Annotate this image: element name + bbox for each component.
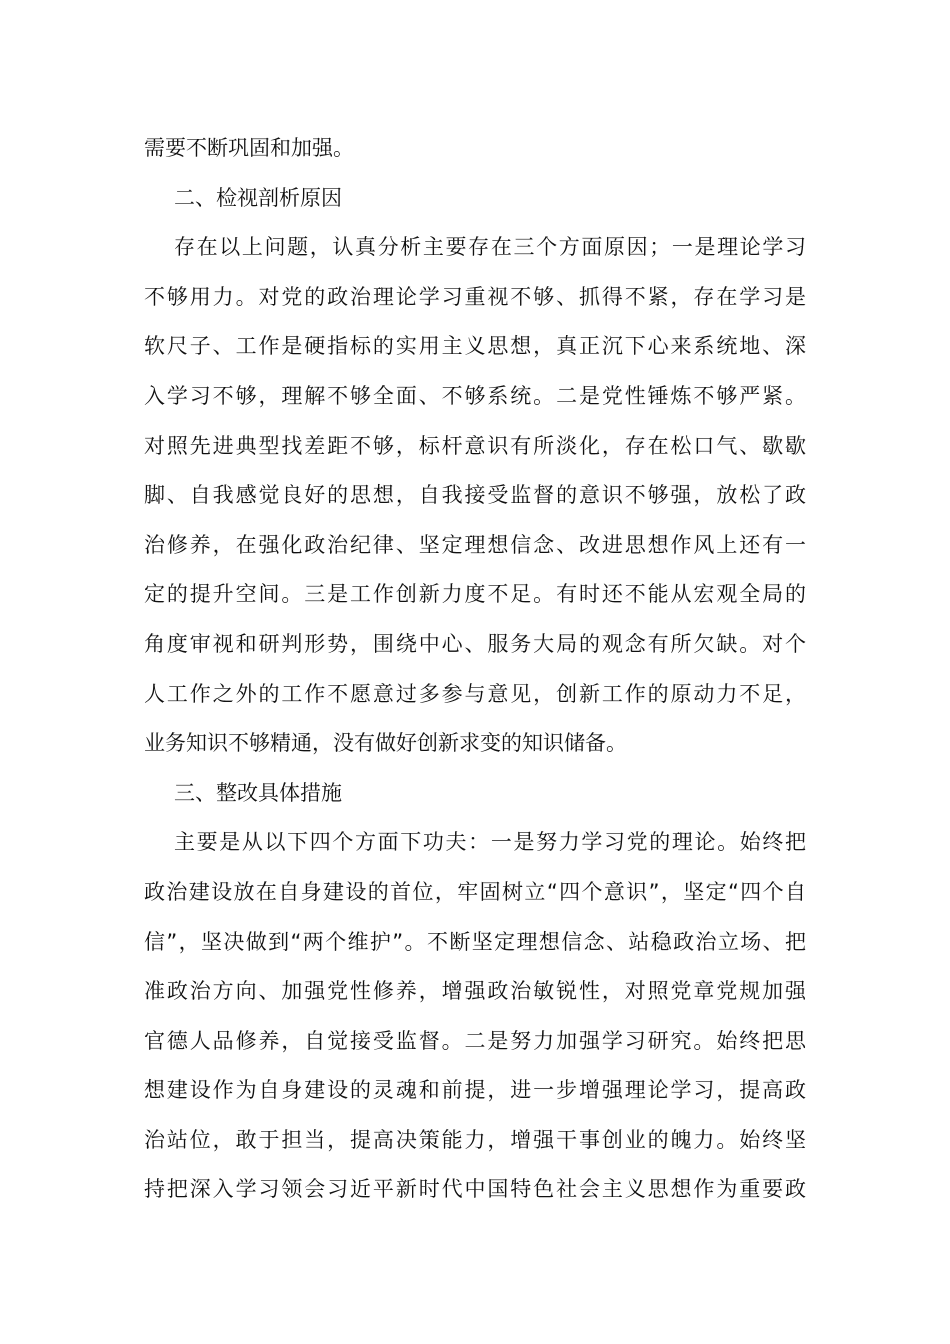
text-line: 政治建设放在自身建设的首位，牢固树立“四个意识”，坚定“四个自 (144, 879, 806, 904)
text-line: 准政治方向、加强党性修养，增强政治敏锐性，对照党章党规加强 (144, 979, 806, 1004)
text-line: 治站位，敢于担当，提高决策能力，增强干事创业的魄力。始终坚 (144, 1127, 806, 1152)
text-line: 不够用力。对党的政治理论学习重视不够、抓得不紧，存在学习是 (144, 284, 806, 309)
text-line: 需要不断巩固和加强。 (144, 136, 354, 160)
text-line: 官德人品修养，自觉接受监督。二是努力加强学习研究。始终把思 (144, 1028, 806, 1053)
document-body (144, 124, 806, 1215)
text-line: 定的提升空间。三是工作创新力度不足。有时还不能从宏观全局的 (144, 582, 806, 607)
text-line: 持把深入学习领会习近平新时代中国特色社会主义思想作为重要政 (144, 1177, 806, 1202)
text-line: 想建设作为自身建设的灵魂和前提，进一步增强理论学习，提高政 (144, 1078, 806, 1103)
text-line: 存在以上问题，认真分析主要存在三个方面原因；一是理论学习 (174, 235, 806, 260)
text-line: 主要是从以下四个方面下功夫：一是努力学习党的理论。始终把 (174, 830, 806, 855)
text-line: 信”，坚决做到“两个维护”。不断坚定理想信念、站稳政治立场、把 (144, 929, 806, 954)
text-line: 软尺子、工作是硬指标的实用主义思想，真正沉下心来系统地、深 (144, 334, 806, 359)
text-line: 对照先进典型找差距不够，标杆意识有所淡化，存在松口气、歇歇 (144, 433, 806, 458)
text-line: 入学习不够，理解不够全面、不够系统。二是党性锤炼不够严紧。 (144, 383, 806, 408)
text-line: 业务知识不够精通，没有做好创新求变的知识储备。 (144, 731, 627, 756)
text-line: 三、整改具体措施 (174, 780, 342, 805)
text-line: 人工作之外的工作不愿意过多参与意见，创新工作的原动力不足， (144, 681, 806, 706)
text-line: 角度审视和研判形势，围绕中心、服务大局的观念有所欠缺。对个 (144, 631, 806, 656)
text-line: 治修养，在强化政治纪律、坚定理想信念、改进思想作风上还有一 (144, 532, 806, 557)
text-line: 脚、自我感觉良好的思想，自我接受监督的意识不够强，放松了政 (144, 483, 806, 508)
text-line: 二、检视剖析原因 (174, 185, 342, 210)
